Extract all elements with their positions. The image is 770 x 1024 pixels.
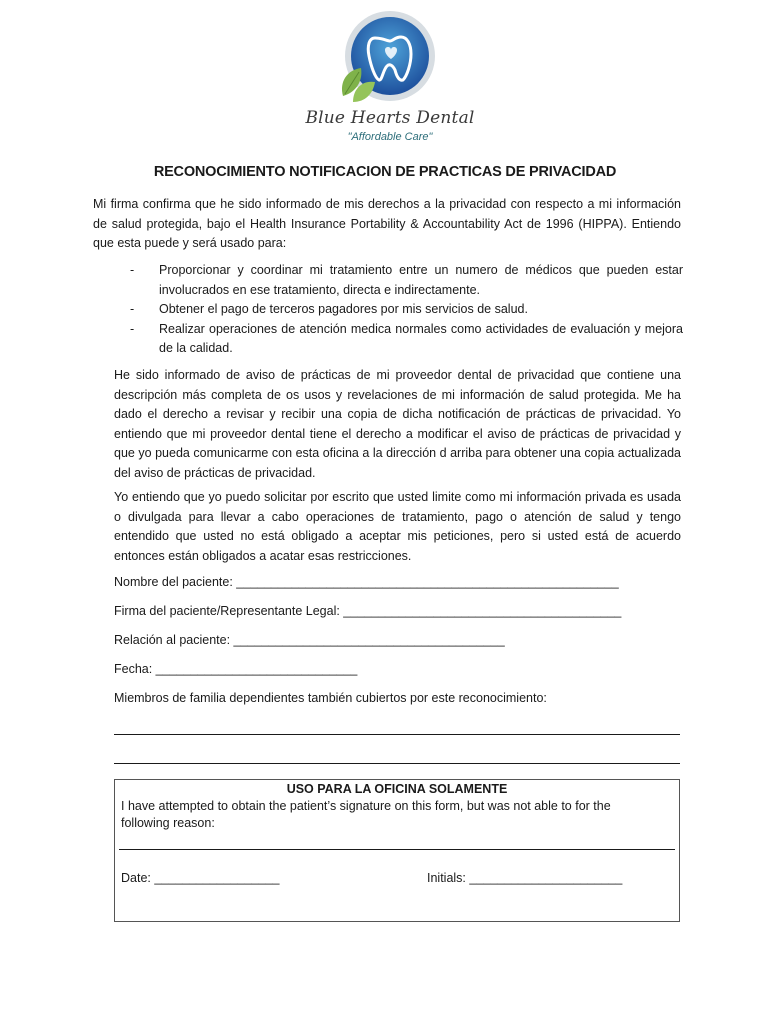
logo xyxy=(300,8,480,148)
usage-list xyxy=(128,261,683,359)
list-item-text: Obtener el pago de terceros pagadores por mis servicios de salud. xyxy=(159,302,528,316)
date-field[interactable]: Fecha: _____________________________ xyxy=(114,662,358,676)
office-use-title: USO PARA LA OFICINA SOLAMENTE xyxy=(286,782,508,796)
list-dash: - xyxy=(130,321,135,336)
list-item-text: Realizar operaciones de atención medica normales como actividades de evaluación y mejora de la calidad. xyxy=(159,321,683,355)
office-date-field[interactable]: Date: __________________ xyxy=(121,871,280,885)
document-title: RECONOCIMIENTO NOTIFICACION DE PRACTICAS DE PRIVACIDAD xyxy=(153,164,617,180)
list-dash: - xyxy=(130,302,135,316)
office-initials-field[interactable]: Initials: ______________________ xyxy=(427,871,623,885)
restrictions-paragraph: Yo entiendo que yo puedo solicitar por escrito que usted limite como mi información privada es usada o divulgada para llevar a cabo operaciones de tratamiento, pago o atención de salud y tengo entendido que usted no está obligado a aceptar mis peticiones, pero si usted está de acuerdo entonces están obligados a acatar esas restricciones. xyxy=(114,490,681,563)
patient-name-field[interactable]: Nombre del paciente: _______________________________________________________ xyxy=(114,575,619,589)
list-item xyxy=(128,300,683,320)
reason-line[interactable] xyxy=(119,849,675,850)
signature-field[interactable]: Firma del paciente/Representante Legal: ________________________________________ xyxy=(114,604,622,618)
notice-paragraph: He sido informado de aviso de prácticas de mi proveedor dental de privacidad que contiene una descripción más completa de os usos y revelaciones de mi información de salud protegida. Me ha dado el derecho a revisar y recibir una copia de dicha notificación de prácticas de privacidad. Yo entiendo que mi proveedor dental tiene el derecho a modificar el aviso de prácticas de privacidad y que yo pueda comunicarme con esta oficina a la dirección d arriba para obtener una copia actualizada del aviso de prácticas de privacidad. xyxy=(114,368,681,480)
list-dash: - xyxy=(130,263,135,277)
family-line-1[interactable] xyxy=(114,734,680,735)
list-item xyxy=(128,320,683,359)
brand-name: Blue Hearts Dental xyxy=(305,108,475,128)
tooth-heart-logo-icon xyxy=(325,8,455,113)
list-item xyxy=(128,261,683,300)
list-item-text: Proporcionar y coordinar mi tratamiento entre un numero de médicos que pueden estar involucrados en ese tratamiento, directa e indirectamente. xyxy=(159,263,683,297)
brand-tagline: "Affordable Care" xyxy=(347,131,433,143)
relation-field[interactable]: Relación al paciente: _______________________________________ xyxy=(114,633,505,647)
office-use-box xyxy=(114,779,680,922)
family-line-2[interactable] xyxy=(114,763,680,764)
intro-paragraph: Mi firma confirma que he sido informado de mis derechos a la privacidad con respecto a mi información de salud protegida, bajo el Health Insurance Portability & Accountability Act de 1996 (HIPPA). Entiendo que esta puede y será usado para: xyxy=(93,197,681,250)
office-use-text: I have attempted to obtain the patient’s signature on this form, but was not able to for the following reason: xyxy=(121,799,611,830)
family-members-label: Miembros de familia dependientes también cubiertos por este reconocimiento: xyxy=(114,691,547,705)
